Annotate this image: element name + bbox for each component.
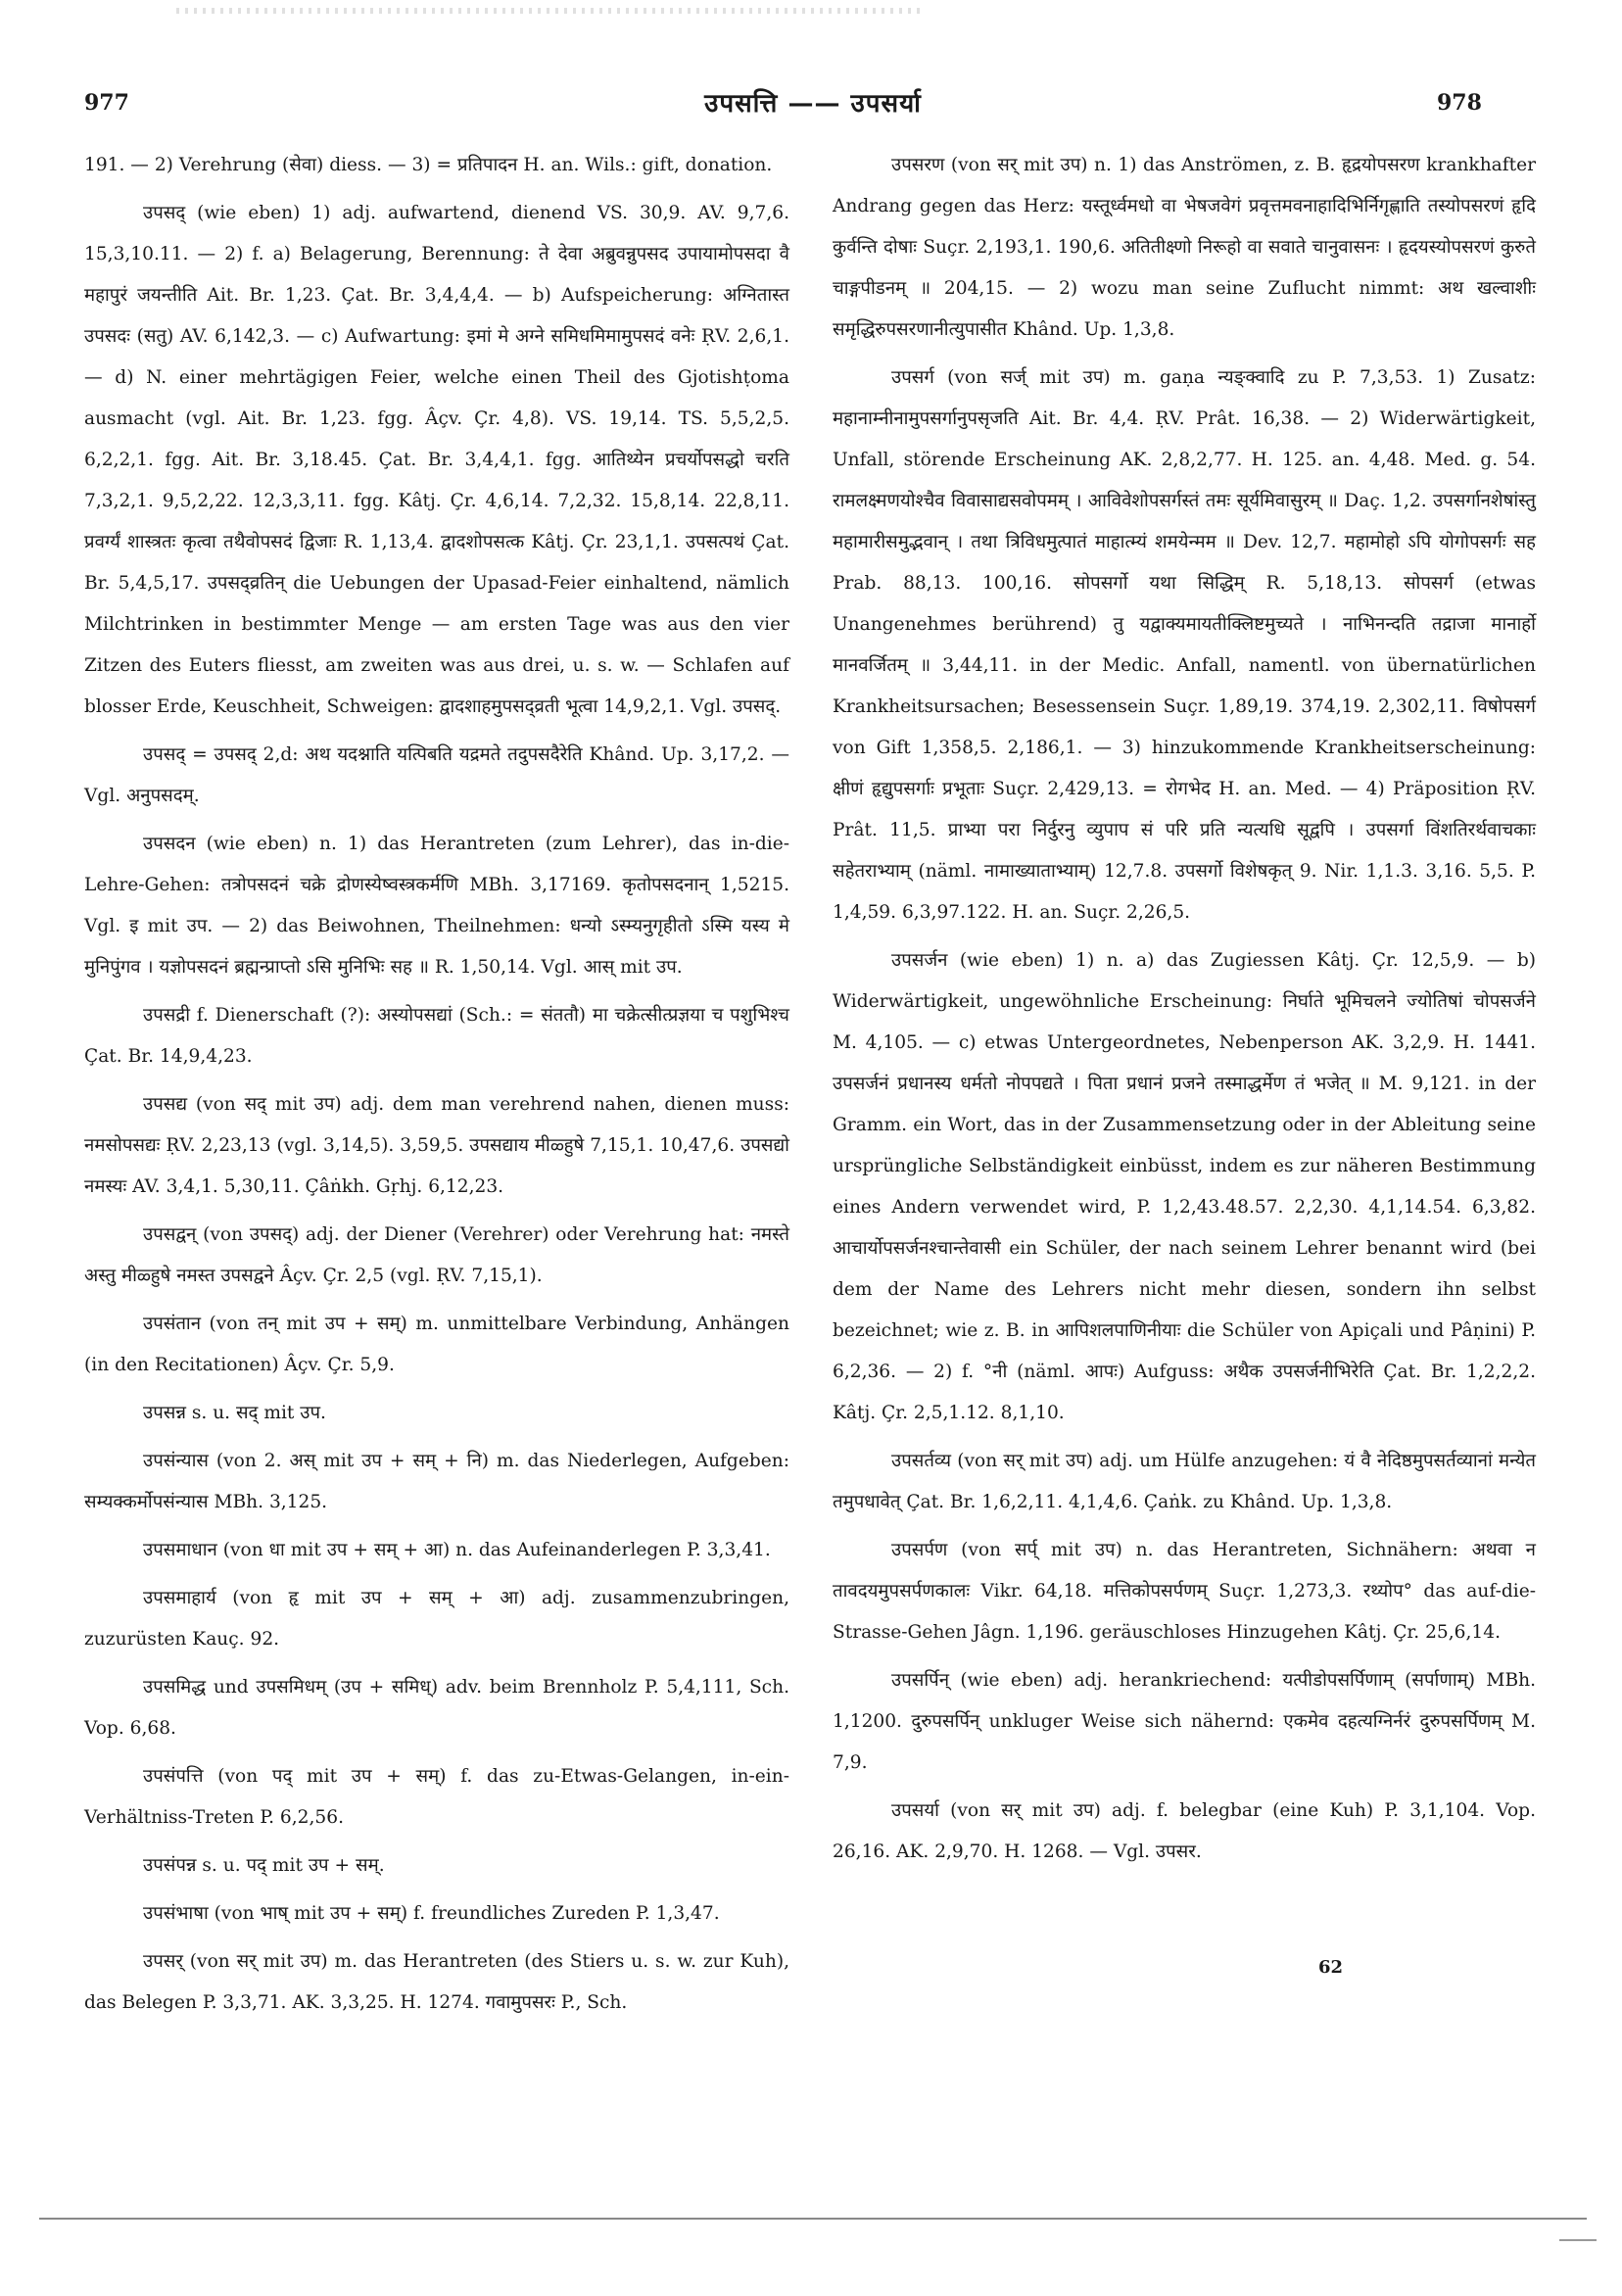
dictionary-entry: उपसद्य (von सद् mit उप) adj. dem man verehrend nahen, dienen muss: नमसोपसद्यः ṚV. 2,23,13 (vgl. 3,14,5). 3,59,5. उपसद्याय मीळ्हुषे 7,15,1. 10,47,6. उपसद्यो नमस्यः AV. 3,4,1. 5,30,11. Çâṅkh. Gṛhj. 6,12,23.	[84, 1094, 789, 1197]
dictionary-entry: उपसंतान (von तन् mit उप + सम्) m. unmittelbare Verbindung, Anhängen (in den Recitationen) Âçv. Çr. 5,9.	[84, 1314, 789, 1375]
dictionary-entry: 191. — 2) Verehrung (सेवा) diess. — 3) = प्रतिपादन H. an. Wils.: gift, donation.	[84, 155, 773, 175]
left-column	[84, 145, 789, 2031]
scan-bottom-rule	[39, 2218, 1587, 2220]
dictionary-entry: उपसमाहार्य (von हृ mit उप + सम् + आ) adj. zusammenzubringen, zuzurüsten Kauç. 92.	[84, 1588, 789, 1650]
dictionary-entry: उपसमाधान (von धा mit उप + सम् + आ) n. das Aufeinanderlegen P. 3,3,41.	[143, 1540, 771, 1560]
dictionary-entry: उपसंपत्ति (von पद् mit उप + सम्) f. das zu-Etwas-Gelangen, in-ein-Verhältniss-Treten P. 6,2,56.	[84, 1766, 789, 1828]
dictionary-entry: उपसर्पण (von सर्प् mit उप) n. das Herantreten, Sichnähern: अथवा न तावदयमुपसर्पणकालः Vikr. 64,18. मत्तिकोपसर्पणम् Suçr. 1,273,3. रथ्योप° das auf-die-Strasse-Gehen Jâgn. 1,196. geräuschloses Hinzugehen Kâtj. Çr. 25,6,14.	[833, 1540, 1536, 1643]
dictionary-entry: उपसन्न s. u. सद् mit उप.	[143, 1403, 326, 1423]
dictionary-entry: उपसर्तव्य (von सर् mit उप) adj. um Hülfe anzugehen: यं वै नेदिष्ठमुपसर्तव्यानां मन्येत तमुपधावेत् Çat. Br. 1,6,2,11. 4,1,4,6. Çaṅk. zu Khând. Up. 1,3,8.	[833, 1451, 1536, 1512]
dictionary-entry: उपसर्या (von सर् mit उप) adj. f. belegbar (eine Kuh) P. 3,1,104. Vop. 26,16. AK. 2,9,70. H. 1268. — Vgl. उपसर.	[833, 1800, 1536, 1862]
scan-corner-mark	[1559, 2239, 1597, 2241]
dictionary-entry: उपसंन्यास (von 2. अस् mit उप + सम् + नि) m. das Niederlegen, Aufgeben: सम्यक्कर्मोपसंन्यास MBh. 3,125.	[84, 1451, 789, 1512]
right-column	[833, 145, 1536, 1880]
signature-mark: 62	[1318, 1957, 1344, 1978]
page-number-left: 977	[84, 90, 129, 116]
running-title: उपसत्ति —— उपसर्या	[704, 89, 922, 119]
dictionary-entry: उपसर् (von सर् mit उप) m. das Herantreten (des Stiers u. s. w. zur Kuh), das Belegen P. 3,3,71. AK. 3,3,25. H. 1274. गवामुपसरः P., Sch.	[84, 1951, 789, 2013]
dictionary-entry: उपसरण (von सर् mit उप) n. 1) das Anströmen, z. B. हृद्रयोपसरण krankhafter Andrang gegen das Herz: यस्तूर्ध्वमधो वा भेषजवेगं प्रवृत्तमवनाहादिभिर्निगृह्णाति तस्योपसरणं हृदि कुर्वन्ति दोषाः Suçr. 2,193,1. 190,6. अतितीक्ष्णो निरूहो वा सवाते चानुवासनः । हृदयस्योपसरणं कुरुते चाङ्गपीडनम् ॥ 204,15. — 2) wozu man seine Zuflucht nimmt: अथ खल्वाशीः समृद्धिरुपसरणानीत्युपासीत Khând. Up. 1,3,8.	[833, 155, 1536, 340]
dictionary-entry: उपसद्वन् (von उपसद्) adj. der Diener (Verehrer) oder Verehrung hat: नमस्ते अस्तु मीळ्हुषे नमस्त उपसद्वने Âçv. Çr. 2,5 (vgl. ṚV. 7,15,1).	[84, 1224, 789, 1286]
dictionary-entry: उपसदन (wie eben) n. 1) das Herantreten (zum Lehrer), das in-die-Lehre-Gehen: तत्रोपसदनं चक्रे द्रोणस्येष्वस्त्रकर्मणि MBh. 3,17169. कृतोपसदनान् 1,5215. Vgl. इ mit उप. — 2) das Beiwohnen, Theilnehmen: धन्यो ऽस्म्यनुगृहीतो ऽस्मि यस्य मे मुनिपुंगव । यज्ञोपसदनं ब्रह्मन्प्राप्तो ऽसि मुनिभिः सह ॥ R. 1,50,14. Vgl. आस् mit उप.	[84, 834, 789, 978]
dictionary-entry: उपसद् (wie eben) 1) adj. aufwartend, dienend VS. 30,9. AV. 9,7,6. 15,3,10.11. — 2) f. a) Belagerung, Berennung: ते देवा अब्रुवन्नुपसद उपायामोपसदा वै महापुरं जयन्तीति Ait. Br. 1,23. Çat. Br. 3,4,4,4. — b) Aufspeicherung: अग्नितास्त उपसदः (सतु) AV. 6,142,3. — c) Aufwartung: इमां मे अग्ने समिधमिमामुपसदं वनेः ṚV. 2,6,1. — d) N. einer mehrtägigen Feier, welche einen Theil des Gjotishṭoma ausmacht (vgl. Ait. Br. 1,23. fgg. Âçv. Çr. 4,8). VS. 19,14. TS. 5,5,2,5. 6,2,2,1. fgg. Ait. Br. 3,18.45. Çat. Br. 3,4,4,1. fgg. आतिथ्येन प्रचर्योपसद्धो चरति 7,3,2,1. 9,5,2,22. 12,3,3,11. fgg. Kâtj. Çr. 4,6,14. 7,2,32. 15,8,14. 22,8,11. प्रवर्ग्यं शास्त्रतः कृत्वा तथैवोपसदं द्विजाः R. 1,13,4. द्वादशोपसत्क Kâtj. Çr. 23,1,1. उपसत्पथं Çat. Br. 5,4,5,17. उपसद्व्रतिन् die Uebungen der Upasad-Feier einhaltend, nämlich Milchtrinken in bestimmter Menge — am ersten Tage was aus den vier Zitzen des Euters fliesst, am zweiten was aus drei, u. s. w. — Schlafen auf blosser Erde, Keuschheit, Schweigen: द्वादशाहमुपसद्व्रती भूत्वा 14,9,2,1. Vgl. उपसद्.	[84, 203, 789, 717]
dictionary-entry: उपसमिद्ध und उपसमिधम् (उप + समिध्) adv. beim Brennholz P. 5,4,111, Sch. Vop. 6,68.	[84, 1677, 789, 1739]
page-number-right: 978	[1437, 90, 1482, 116]
scan-artifact	[176, 8, 921, 14]
dictionary-entry: उपसर्जन (wie eben) 1) n. a) das Zugiessen Kâtj. Çr. 12,5,9. — b) Widerwärtigkeit, ungewöhnliche Erscheinung: निर्घाते भूमिचलने ज्योतिषां चोपसर्जने M. 4,105. — c) etwas Untergeordnetes, Nebenperson AK. 3,2,9. H. 1441. उपसर्जनं प्रधानस्य धर्मतो नोपपद्यते । पिता प्रधानं प्रजने तस्माद्धर्मेण तं भजेत् ॥ M. 9,121. in der Gramm. ein Wort, das in der Zusammensetzung oder in der Ableitung seine ursprüngliche Selbständigkeit einbüsst, indem es zur näheren Bestimmung eines Andern verwendet wird, P. 1,2,43.48.57. 2,2,30. 4,1,14.54. 6,3,82. आचार्योपसर्जनश्चान्तेवासी ein Schüler, der nach seinem Lehrer benannt wird (bei dem der Name des Lehrers nicht mehr diesen, sondern ihn selbst bezeichnet; wie z. B. in आपिशलपाणिनीयाः die Schüler von Apiçali und Pâṇini) P. 6,2,36. — 2) f. °नी (näml. आपः) Aufguss: अथैक उपसर्जनीभिरेति Çat. Br. 1,2,2,2. Kâtj. Çr. 2,5,1.12. 8,1,10.	[833, 950, 1536, 1423]
dictionary-entry: उपसद्री f. Dienerschaft (?): अस्योपसद्यां (Sch.: = संततौ) मा चक्रेत्सीत्प्रज्ञया च पशुभिश्च Çat. Br. 14,9,4,23.	[84, 1005, 789, 1067]
dictionary-entry: उपसद् = उपसद् 2,d: अथ यदश्नाति यत्पिबति यद्रमते तदुपसदैरेति Khând. Up. 3,17,2. — Vgl. अनुपसदम्.	[84, 744, 789, 806]
dictionary-entry: उपसंपन्न s. u. पद् mit उप + सम्.	[143, 1855, 385, 1876]
dictionary-entry: उपसर्ग (von सर्ज् mit उप) m. gaṇa न्यङ्क्वादि zu P. 7,3,53. 1) Zusatz: महानाम्नीनामुपसर्गानुपसृजति Ait. Br. 4,4. ṚV. Prât. 16,38. — 2) Widerwärtigkeit, Unfall, störende Erscheinung AK. 2,8,2,77. H. 125. an. 4,48. Med. g. 54. रामलक्ष्मणयोश्चैव विवासाद्यसवोपमम् । आविवेशोपसर्गस्तं तमः सूर्यमिवासुरम् ॥ Daç. 1,2. उपसर्गानशेषांस्तु महामारीसमुद्भवान् । तथा त्रिविधमुत्पातं माहात्म्यं शमयेन्मम ॥ Dev. 12,7. महामोहो ऽपि योगोपसर्गः सह Prab. 88,13. 100,16. सोपसर्गो यथा सिद्धिम् R. 5,18,13. सोपसर्ग (etwas Unangenehmes berührend) तु यद्वाक्यमायतीक्लिष्टमुच्यते । नाभिनन्दति तद्राजा मानार्हो मानवर्जितम् ॥ 3,44,11. in der Medic. Anfall, namentl. von übernatürlichen Krankheitsursachen; Besessensein Suçr. 1,89,19. 374,19. 2,302,11. विषोपसर्ग von Gift 1,358,5. 2,186,1. — 3) hinzukommende Krankheitserscheinung: क्षीणं हृद्युपसर्गाः प्रभूताः Suçr. 2,429,13. = रोगभेद H. an. Med. — 4) Präposition ṚV. Prât. 11,5. प्राभ्या परा निर्दुरनु व्युपाप सं परि प्रति न्यत्यधि सूद्वपि । उपसर्गा विंशतिरर्थवाचकाः सहेतराभ्याम् (näml. नामाख्याताभ्याम्) 12,7.8. उपसर्गो विशेषकृत् 9. Nir. 1,1.3. 3,16. 5,5. P. 1,4,59. 6,3,97.122. H. an. Suçr. 2,26,5.	[833, 367, 1536, 923]
dictionary-entry: उपसंभाषा (von भाष् mit उप + सम्) f. freundliches Zureden P. 1,3,47.	[143, 1903, 720, 1924]
dictionary-entry: उपसर्पिन् (wie eben) adj. herankriechend: यत्पीडोपसर्पिणाम् (सर्पाणाम्) MBh. 1,1200. दुरुपसर्पिन् unkluger Weise sich nähernd: एकमेव दहत्यग्निर्नरं दुरुपसर्पिणम् M. 7,9.	[833, 1670, 1536, 1773]
